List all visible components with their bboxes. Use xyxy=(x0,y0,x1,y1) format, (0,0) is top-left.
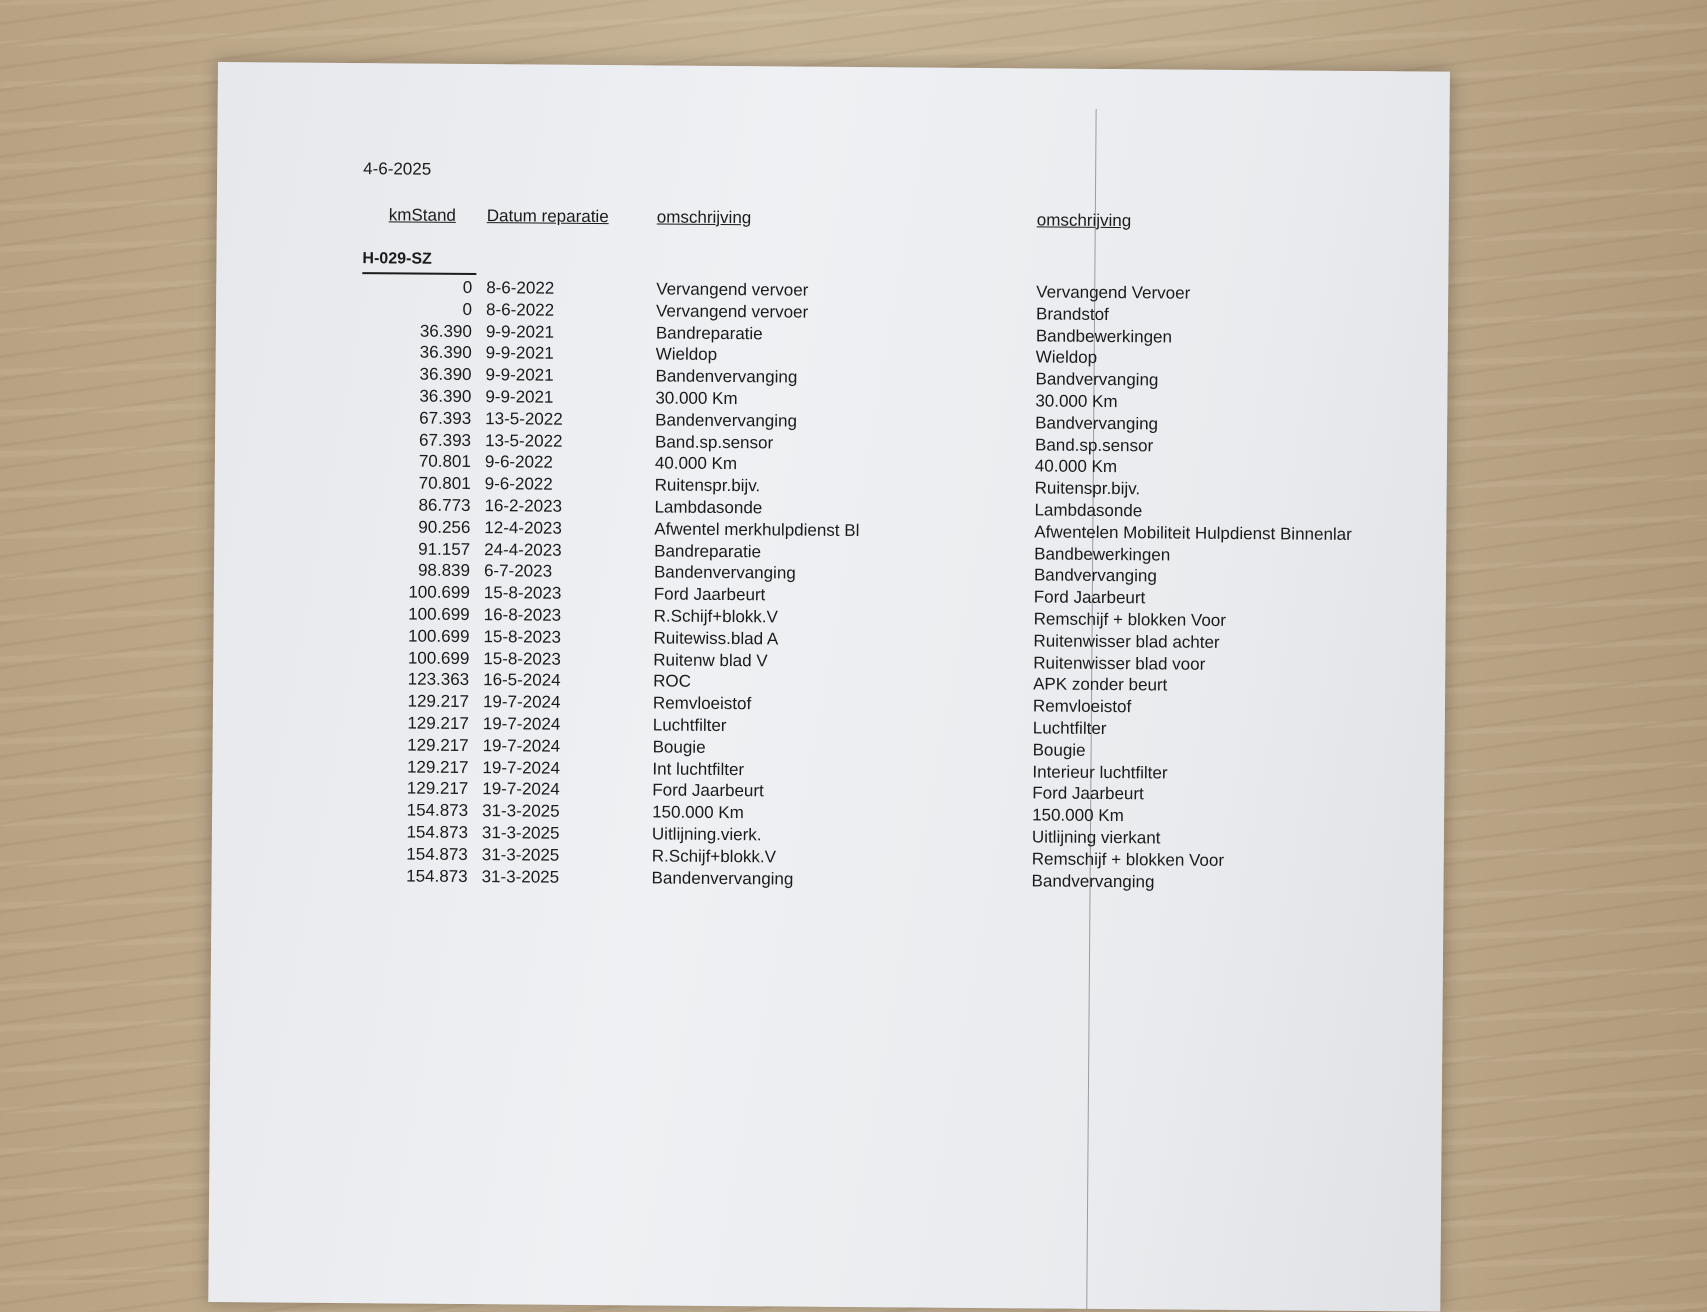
cell-datum: 9-9-2021 xyxy=(486,322,554,343)
cell-omschrijving-full: Ford Jaarbeurt xyxy=(1032,784,1144,805)
cell-omschrijving-short: Vervangend vervoer xyxy=(656,279,808,300)
cell-omschrijving-short: Band.sp.sensor xyxy=(655,432,773,453)
document-date: 4-6-2025 xyxy=(363,159,431,180)
cell-kmstand: 100.699 xyxy=(359,626,469,647)
cell-datum: 16-2-2023 xyxy=(484,496,562,517)
header-kmstand: kmStand xyxy=(389,205,456,226)
cell-omschrijving-short: Ruitenw blad V xyxy=(653,650,767,671)
cell-omschrijving-short: 40.000 Km xyxy=(655,454,737,475)
cell-datum: 19-7-2024 xyxy=(483,714,561,735)
cell-datum: 15-8-2023 xyxy=(484,583,562,604)
cell-omschrijving-full: 30.000 Km xyxy=(1035,391,1117,412)
cell-omschrijving-short: Lambdasonde xyxy=(654,497,762,518)
cell-omschrijving-full: 150.000 Km xyxy=(1032,806,1124,827)
cell-omschrijving-short: Ford Jaarbeurt xyxy=(652,781,764,802)
cell-kmstand: 0 xyxy=(362,299,472,320)
cell-datum: 9-6-2022 xyxy=(485,452,553,473)
cell-omschrijving-full: 40.000 Km xyxy=(1035,457,1117,478)
cell-omschrijving-short: Bandreparatie xyxy=(656,323,763,344)
cell-datum: 8-6-2022 xyxy=(486,278,554,299)
cell-datum: 31-3-2025 xyxy=(482,845,560,866)
cell-omschrijving-full: Bandvervanging xyxy=(1032,871,1155,892)
cell-omschrijving-full: Vervangend Vervoer xyxy=(1036,282,1190,303)
cell-omschrijving-short: Ruitewiss.blad A xyxy=(653,628,778,649)
cell-kmstand: 0 xyxy=(362,277,472,298)
cell-omschrijving-short: 150.000 Km xyxy=(652,803,744,824)
cell-kmstand: 70.801 xyxy=(361,473,471,494)
cell-kmstand: 36.390 xyxy=(361,364,471,385)
cell-omschrijving-full: Band.sp.sensor xyxy=(1035,435,1153,456)
cell-datum: 19-7-2024 xyxy=(482,758,560,779)
cell-datum: 19-7-2024 xyxy=(483,736,561,757)
cell-kmstand: 154.873 xyxy=(358,800,468,821)
cell-kmstand: 36.390 xyxy=(362,321,472,342)
cell-omschrijving-short: Wieldop xyxy=(656,345,718,365)
cell-datum: 6-7-2023 xyxy=(484,561,552,582)
cell-omschrijving-short: Int luchtfilter xyxy=(652,759,744,780)
cell-omschrijving-short: Bougie xyxy=(653,737,706,757)
cell-omschrijving-short: R.Schijf+blokk.V xyxy=(652,846,776,867)
cell-kmstand: 154.873 xyxy=(358,844,468,865)
cell-omschrijving-short: Bandenvervanging xyxy=(655,367,797,388)
cell-omschrijving-short: Luchtfilter xyxy=(653,715,727,736)
cell-omschrijving-short: ROC xyxy=(653,672,691,692)
cell-omschrijving-short: Bandenvervanging xyxy=(654,563,796,584)
header-datum-reparatie: Datum reparatie xyxy=(487,206,609,227)
cell-omschrijving-short: Bandenvervanging xyxy=(655,410,797,431)
cell-omschrijving-full: Remschijf + blokken Voor xyxy=(1032,849,1224,871)
cell-datum: 19-7-2024 xyxy=(482,779,560,800)
cell-datum: 31-3-2025 xyxy=(482,801,560,822)
cell-datum: 31-3-2025 xyxy=(482,823,560,844)
cell-omschrijving-full: Bandvervanging xyxy=(1035,413,1158,434)
repair-table xyxy=(358,277,363,887)
cell-kmstand: 129.217 xyxy=(359,735,469,756)
cell-omschrijving-full: Bandvervanging xyxy=(1034,566,1157,587)
cell-omschrijving-full: Lambdasonde xyxy=(1034,500,1142,521)
cell-kmstand: 100.699 xyxy=(360,604,470,625)
cell-omschrijving-short: Ford Jaarbeurt xyxy=(654,585,766,606)
cell-kmstand: 70.801 xyxy=(361,452,471,473)
cell-omschrijving-full: Uitlijning vierkant xyxy=(1032,827,1161,848)
cell-omschrijving-short: Ruitenspr.bijv. xyxy=(655,476,761,497)
cell-kmstand: 90.256 xyxy=(360,517,470,538)
cell-omschrijving-full: Remschijf + blokken Voor xyxy=(1034,609,1226,631)
cell-kmstand: 86.773 xyxy=(360,495,470,516)
cell-omschrijving-short: 30.000 Km xyxy=(655,388,737,409)
cell-omschrijving-short: Afwentel merkhulpdienst Bl xyxy=(654,519,859,541)
cell-omschrijving-short: Uitlijning.vierk. xyxy=(652,824,762,845)
cell-omschrijving-full: Remvloeistof xyxy=(1033,697,1131,718)
cell-kmstand: 98.839 xyxy=(360,560,470,581)
cell-omschrijving-full: Brandstof xyxy=(1036,304,1109,325)
cell-kmstand: 129.217 xyxy=(359,713,469,734)
cell-omschrijving-short: Remvloeistof xyxy=(653,694,751,715)
cell-kmstand: 154.873 xyxy=(358,866,468,887)
header-omschrijving-short: omschrijving xyxy=(657,207,752,228)
cell-omschrijving-full: APK zonder beurt xyxy=(1033,675,1167,696)
cell-omschrijving-full: Bandbewerkingen xyxy=(1034,544,1170,565)
cell-datum: 13-5-2022 xyxy=(485,431,563,452)
cell-datum: 9-9-2021 xyxy=(485,387,553,408)
cell-kmstand: 36.390 xyxy=(362,343,472,364)
cell-omschrijving-short: R.Schijf+blokk.V xyxy=(654,606,778,627)
cell-kmstand: 129.217 xyxy=(358,778,468,799)
cell-omschrijving-full: Afwentelen Mobiliteit Hulpdienst Binnenlar xyxy=(1034,522,1352,544)
cell-datum: 9-9-2021 xyxy=(485,365,553,386)
cell-kmstand: 36.390 xyxy=(361,386,471,407)
paper-sheet xyxy=(208,62,1450,1312)
cell-datum: 12-4-2023 xyxy=(484,518,562,539)
cell-kmstand: 100.699 xyxy=(360,582,470,603)
cell-datum: 15-8-2023 xyxy=(483,627,561,648)
cell-datum: 8-6-2022 xyxy=(486,300,554,321)
cell-datum: 9-9-2021 xyxy=(486,344,554,365)
cell-kmstand: 154.873 xyxy=(358,822,468,843)
cell-kmstand: 67.393 xyxy=(361,408,471,429)
cell-datum: 13-5-2022 xyxy=(485,409,563,430)
cell-datum: 16-5-2024 xyxy=(483,670,561,691)
cell-kmstand: 100.699 xyxy=(359,648,469,669)
cell-kmstand: 91.157 xyxy=(360,539,470,560)
cell-kmstand: 129.217 xyxy=(358,757,468,778)
cell-omschrijving-full: Bougie xyxy=(1033,740,1086,760)
cell-datum: 16-8-2023 xyxy=(484,605,562,626)
cell-omschrijving-short: Vervangend vervoer xyxy=(656,301,808,322)
header-omschrijving-full: omschrijving xyxy=(1037,210,1132,231)
cell-datum: 9-6-2022 xyxy=(485,474,553,495)
cell-omschrijving-full: Wieldop xyxy=(1036,348,1098,368)
cell-omschrijving-full: Bandvervanging xyxy=(1035,370,1158,391)
license-plate: H-029-SZ xyxy=(362,250,476,275)
cell-kmstand: 123.363 xyxy=(359,669,469,690)
cell-omschrijving-full: Ruitenwisser blad achter xyxy=(1033,631,1219,652)
cell-omschrijving-full: Ford Jaarbeurt xyxy=(1034,588,1146,609)
cell-datum: 24-4-2023 xyxy=(484,540,562,561)
cell-omschrijving-full: Luchtfilter xyxy=(1033,718,1107,739)
cell-omschrijving-full: Ruitenspr.bijv. xyxy=(1035,479,1141,500)
cell-kmstand: 129.217 xyxy=(359,691,469,712)
cell-omschrijving-short: Bandenvervanging xyxy=(652,868,794,889)
cell-omschrijving-full: Interieur luchtfilter xyxy=(1032,762,1167,783)
cell-datum: 15-8-2023 xyxy=(483,649,561,670)
cell-omschrijving-short: Bandreparatie xyxy=(654,541,761,562)
cell-datum: 31-3-2025 xyxy=(482,867,560,888)
cell-omschrijving-full: Bandbewerkingen xyxy=(1036,326,1172,347)
cell-datum: 19-7-2024 xyxy=(483,692,561,713)
cell-kmstand: 67.393 xyxy=(361,430,471,451)
cell-omschrijving-full: Ruitenwisser blad voor xyxy=(1033,653,1205,674)
